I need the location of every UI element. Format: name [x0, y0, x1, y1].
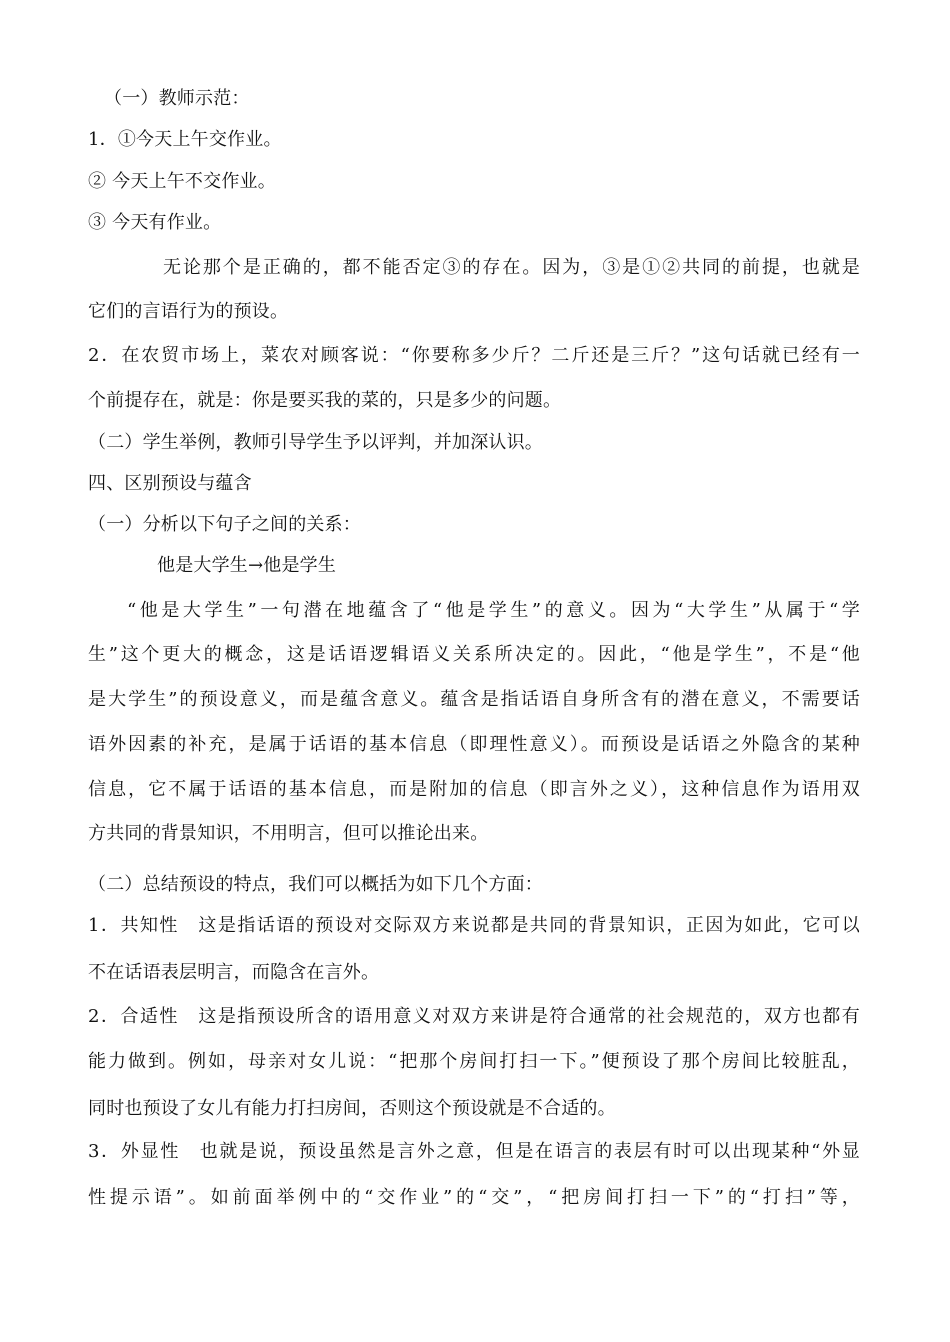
- example-line: ② 今天上午不交作业。: [88, 171, 276, 192]
- example-line: ③ 今天有作业。: [88, 212, 222, 233]
- paragraph-line: 能力做到。例如，母亲对女儿说：“把那个房间打扫一下。”便预设了那个房间比较脏乱，: [88, 1051, 860, 1072]
- example-sentence: 他是大学生→他是学生: [157, 555, 337, 576]
- paragraph-line: 无论那个是正确的，都不能否定③的存在。因为，③是①②共同的前提，也就是: [163, 257, 860, 278]
- section-heading: （二）学生举例，教师引导学生予以评判，并加深认识。: [88, 432, 543, 453]
- paragraph-line: 信息，它不属于话语的基本信息，而是附加的信息（即言外之义），这种信息作为语用双: [88, 779, 860, 800]
- section-heading: （一）教师示范：: [104, 88, 250, 109]
- paragraph-line: 语外因素的补充，是属于话语的基本信息（即理性意义）。而预设是话语之外隐含的某种: [88, 734, 860, 755]
- paragraph-line: 个前提存在，就是：你是要买我的菜的，只是多少的问题。: [88, 390, 562, 411]
- paragraph-line: 是大学生”的预设意义，而是蕴含意义。蕴含是指话语自身所含有的潜在意义，不需要话: [88, 689, 860, 710]
- paragraph-line: 不在话语表层明言，而隐含在言外。: [88, 962, 380, 983]
- section-heading: 四、区别预设与蕴含: [88, 473, 252, 494]
- paragraph-line: 生”这个更大的概念，这是话语逻辑语义关系所决定的。因此，“他是学生”，不是“他: [88, 644, 860, 665]
- paragraph-line: 3．外显性 也就是说，预设虽然是言外之意，但是在语言的表层有时可以出现某种“外显: [88, 1141, 860, 1162]
- paragraph-line: 2．在农贸市场上，菜农对顾客说：“你要称多少斤？二斤还是三斤？”这句话就已经有一: [88, 345, 860, 366]
- paragraph-line: 1．共知性 这是指话语的预设对交际双方来说都是共同的背景知识，正因为如此，它可以: [88, 915, 860, 936]
- paragraph-line: 方共同的背景知识，不用明言，但可以推论出来。: [88, 823, 489, 844]
- paragraph-line: “他是大学生”一句潜在地蕴含了“他是学生”的意义。因为“大学生”从属于“学: [127, 600, 860, 621]
- paragraph-line: 2．合适性 这是指预设所含的语用意义对双方来讲是符合通常的社会规范的，双方也都有: [88, 1006, 860, 1027]
- section-heading: （二）总结预设的特点，我们可以概括为如下几个方面：: [88, 874, 543, 895]
- paragraph-line: 性提示语”。如前面举例中的“交作业”的“交”，“把房间打扫一下”的“打扫”等，: [88, 1187, 860, 1208]
- paragraph-line: 同时也预设了女儿有能力打扫房间，否则这个预设就是不合适的。: [88, 1098, 616, 1119]
- paragraph-line: 它们的言语行为的预设。: [88, 301, 289, 322]
- example-line: 1．①今天上午交作业。: [88, 129, 282, 150]
- section-heading: （一）分析以下句子之间的关系：: [88, 514, 361, 535]
